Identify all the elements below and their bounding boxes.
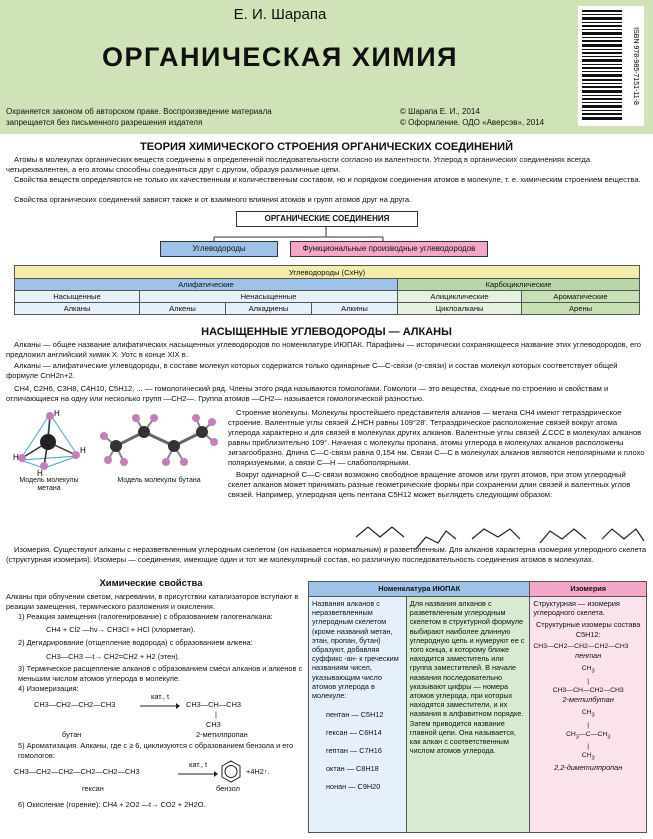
hydrogen-product: +4H2↑. xyxy=(246,767,270,776)
alkanes-title: НАСЫЩЕННЫЕ УГЛЕВОДОРОДЫ — АЛКАНЫ xyxy=(201,326,452,338)
alkanes-paragraph: Алканы — общее название алифатических насыщенных углеводородов по номенклатуре ИЮПАК. Парафины — исторически сохраняющееся название этих углеводородов, его предложил английский химик Х. Уотс в конце XIX в. xyxy=(6,340,641,359)
hc-alicyclic: Алициклические xyxy=(398,291,522,303)
hydrocarbons-table xyxy=(14,265,640,315)
hc-header: Углеводороды (CxHy) xyxy=(15,266,640,279)
hc-alkanes: Алканы xyxy=(15,303,140,315)
benzene-ring-icon xyxy=(220,760,242,784)
chem-title: Химические свойства xyxy=(99,578,203,589)
benzene-name: бензол xyxy=(216,784,240,793)
barcode xyxy=(578,6,644,126)
isomerism-col xyxy=(530,597,647,833)
nomenclature-col-1 xyxy=(309,597,407,833)
branch-bond: | xyxy=(215,710,217,719)
aromatization-condition: кат., t xyxy=(188,760,208,769)
methylbutane-branch-top: $CH_3$ xyxy=(581,665,595,675)
nomenclature-text-1: Названия алканов с неразветвленным углеродным скелетом (кроме названий метан, этан, пропан, бутан) образуют, добавляя суффикс -ан- к греческим названиям чисел, указывающим число атомов углерода в молекуле: xyxy=(312,599,399,701)
hc-alkynes: Алкины xyxy=(312,303,398,315)
butane-formula: CH3—CH2—CH2—CH3 xyxy=(34,700,116,709)
hc-aliphatic: Алифатические xyxy=(15,279,398,291)
methylbutane-isomer: CH3—CH—CH2—CH3 xyxy=(552,686,624,694)
reaction-4: 4) Изомеризация: xyxy=(18,684,79,693)
methane-model xyxy=(8,408,92,476)
book-title: ОРГАНИЧЕСКАЯ ХИМИЯ xyxy=(101,42,459,72)
structure-paragraph: Строение молекулы. Молекулы простейшего представителя алканов — метана CH4 имеют тетраэдрическое строение. Валентные углы связей ∠HCH равны 109°28′. Тетраэдрическое расположение связей вокруг атома углерода характерно и для связей в молекулах других алканов. Валентные углы связей ∠CCC в молекулах алканов равны приблизительно 109°. Начиная с молекулы пропана, атомы углерода в молекулах алканов расположены зигзагообразно. Длина C—C-связи равна 0,154 нм. Связи C—C в молекулах алканов являются неполярными и плохо поляризуемыми, а связи C—H — слабополярными. xyxy=(228,408,645,467)
alkane-list xyxy=(312,706,403,796)
reaction-5: 5) Ароматизация. Алканы, где с ≥ 6, циклизуются с образованием бензола и его гомологов: xyxy=(18,741,294,760)
copyright-line: © Шарапа Е. И., 2014 xyxy=(400,107,480,116)
alkanes-paragraph: Алканы — алифатические углеводороды, в составе молекул которых содержатся только одинарные C—C-связи (σ-связи) и состав молекул которых соответствует общей формуле CnH2n+2. xyxy=(6,361,618,380)
pentane-isomer: CH3—CH2—CH2—CH2—CH3 xyxy=(533,642,629,650)
copyright-holders xyxy=(400,106,570,128)
arrow-icon xyxy=(178,771,218,777)
hydrocarbons-box: Углеводороды xyxy=(160,241,278,257)
organic-compounds-box: ОРГАНИЧЕСКИЕ СОЕДИНЕНИЯ xyxy=(236,211,418,227)
butane-caption: Модель молекулы бутана xyxy=(117,477,201,484)
copyright-line: © Оформление. ОДО «Аверсэв», 2014 xyxy=(400,118,545,127)
isomerism-intro: Структурная — изомерия углеродного скелета. xyxy=(533,599,620,618)
isobutane-branch: CH3 xyxy=(206,720,221,729)
reaction-2: 2) Дегидрирование (отщепление водорода) с образованием алкена: xyxy=(18,638,253,647)
reaction-2-equation: CH3—CH3 —t→ CH2=CH2 + H2 (этен). xyxy=(46,652,180,661)
theory-paragraph: Свойства веществ определяются не только их качественным и количественным составом, но и порядком соединения атомов в молекуле, т. е. химическим строением вещества. xyxy=(14,175,641,184)
dimethylpropane-structure: $CH_3$ | $CH_3—C—CH_3$ | $CH_3$ xyxy=(565,709,611,762)
svg-text:H: H xyxy=(37,469,43,476)
pentane-name: пентан xyxy=(575,651,602,661)
isomerization-condition: кат., t xyxy=(150,692,170,701)
alkane-list-item: пентан — C5H12 xyxy=(326,710,384,720)
alkane-list-item: октан — C8H18 xyxy=(326,764,379,774)
derivatives-box: Функциональные производные углеводородов xyxy=(290,241,488,257)
hc-cycloalkanes: Циклоалканы xyxy=(398,303,522,315)
hc-arenes: Арены xyxy=(522,303,640,315)
reaction-3: 3) Термическое расщепление алканов с образованием смеси алканов и алкенов с меньшим числом атомов углерода в молекуле. xyxy=(18,664,303,683)
arrow-icon xyxy=(140,703,180,709)
alkanes-paragraph: CH4, C2H6, C3H8, C4H10, C5H12, ... — гомологический ряд. Члены этого ряда называются гомологами. Гомологи — это вещества, сходные по строению и свойствам и отличающиеся на одну или несколько групп —CH2—. Группа атомов —CH2— называется гомологической разностью. xyxy=(6,384,609,403)
hc-aromatic: Ароматические xyxy=(522,291,640,303)
hc-alkadienes: Алкадиены xyxy=(226,303,312,315)
theory-paragraph: Свойства органических соединений зависят также и от взаимного влияния атомов и групп атомов друг на друга. xyxy=(14,195,412,204)
butane-model xyxy=(98,410,220,470)
hc-saturated: Насыщенные xyxy=(15,291,140,303)
reaction-1: 1) Реакция замещения (галогенирование) с образованием галогеналкана: xyxy=(18,612,273,621)
hc-alkenes: Алкены xyxy=(140,303,226,315)
nomenclature-col-2: Для названия алканов с разветвленным углеродным скелетом в структурной формуле выбирают наиболее длинную углеродную цепь и нумеруют ее с того конца, к которому ближе находится заместитель или группа заместителей. В начале названия последовательно указывают цифры — номера атомов углерода, при которых находятся заместители, и их названия в алфавитном порядке. Затем приводится название главной цепи. Она называется, как алкан с соответственным числом атомов углерода. xyxy=(406,597,530,833)
branch-bond: | xyxy=(587,677,590,685)
theory-paragraph: Атомы в молекулах органических веществ соединены в определенной последовательности согласно их валентности. Углерод в органических соединениях всегда четырехвалентен, а его атомы способны соединяться друг с другом, образуя различные цепи. xyxy=(6,155,591,174)
methane-caption xyxy=(12,477,86,493)
isomerism-header: Изомерия xyxy=(530,582,647,597)
theory-title: ТЕОРИЯ ХИМИЧЕСКОГО СТРОЕНИЯ ОРГАНИЧЕСКИХ СОЕДИНЕНИЙ xyxy=(140,141,513,153)
copyright-notice: Охраняется законом об авторском праве. Воспроизведение материала запрещается без письменного разрешения издателя xyxy=(6,107,272,127)
alkane-list-item: гептан — C7H16 xyxy=(326,746,382,756)
chem-intro: Алканы при облучении светом, нагревании, в присутствии катализаторов вступают в реакции замещения, термического разложения и окисления. xyxy=(6,592,299,611)
rotation-paragraph: Вокруг одинарной C—C-связи возможно свободное вращение атомов или групп атомов, при этом углеродный скелет алканов может принимать разные геометрические формы при сохранении длин связей и валентных углов связей. Например, углеродная цепь пентана C5H12 может выглядеть следующим образом: xyxy=(228,470,631,499)
isobutane-formula: CH3—CH—CH3 xyxy=(186,700,242,709)
alkane-list-item: нонан — C9H20 xyxy=(326,782,381,792)
reaction-6: 6) Окисление (горение): CH4 + 2O2 —t→ CO2 + 2H2O. xyxy=(18,800,206,809)
hexane-name: гексан xyxy=(82,784,104,793)
svg-text:H: H xyxy=(80,446,86,455)
alkane-list-item: гексан — C6H14 xyxy=(326,728,382,738)
caption-line: Модель молекулы xyxy=(19,477,79,484)
nomenclature-table xyxy=(308,581,647,833)
isbn-text: ISBN 978-985-7151-11-8 xyxy=(632,27,639,105)
dimethylpropane-name: 2,2-диметилпропан xyxy=(554,763,623,773)
nomenclature-header: Номенклатура ИЮПАК xyxy=(309,582,530,597)
caption-line: метана xyxy=(37,485,61,492)
hc-unsaturated: Ненасыщенные xyxy=(140,291,398,303)
svg-text:H: H xyxy=(13,453,19,462)
isomerism-paragraph: Изомерия. Существуют алканы с неразветвленным углеродным скелетом (он называется нормальным) и разветвленным. Для алканов характерна изомерия углеродного скелета (структурная изомерия). Изомеры — соединения, имеющие один и тот же молекулярный состав, но различную последовательность соединения атомов в молекулах. xyxy=(6,545,647,564)
methylbutane-name: 2-метилбутан xyxy=(562,695,614,705)
author: Е. И. Шарапа xyxy=(233,6,327,23)
butane-name: бутан xyxy=(62,730,82,739)
isobutane-name: 2-метилпропан xyxy=(196,730,248,739)
hexane-formula: CH3—CH2—CH2—CH2—CH2—CH3 xyxy=(14,767,140,776)
hc-carbocyclic: Карбоциклические xyxy=(398,279,640,291)
reaction-1-equation: CH4 + Cl2 —hν→ CH3Cl + HCl (хлорметан). xyxy=(46,625,196,634)
barcode-image xyxy=(578,6,644,126)
svg-text:H: H xyxy=(54,409,60,418)
isomers-subtitle: Структурные изомеры состава C5H12: xyxy=(536,620,641,639)
